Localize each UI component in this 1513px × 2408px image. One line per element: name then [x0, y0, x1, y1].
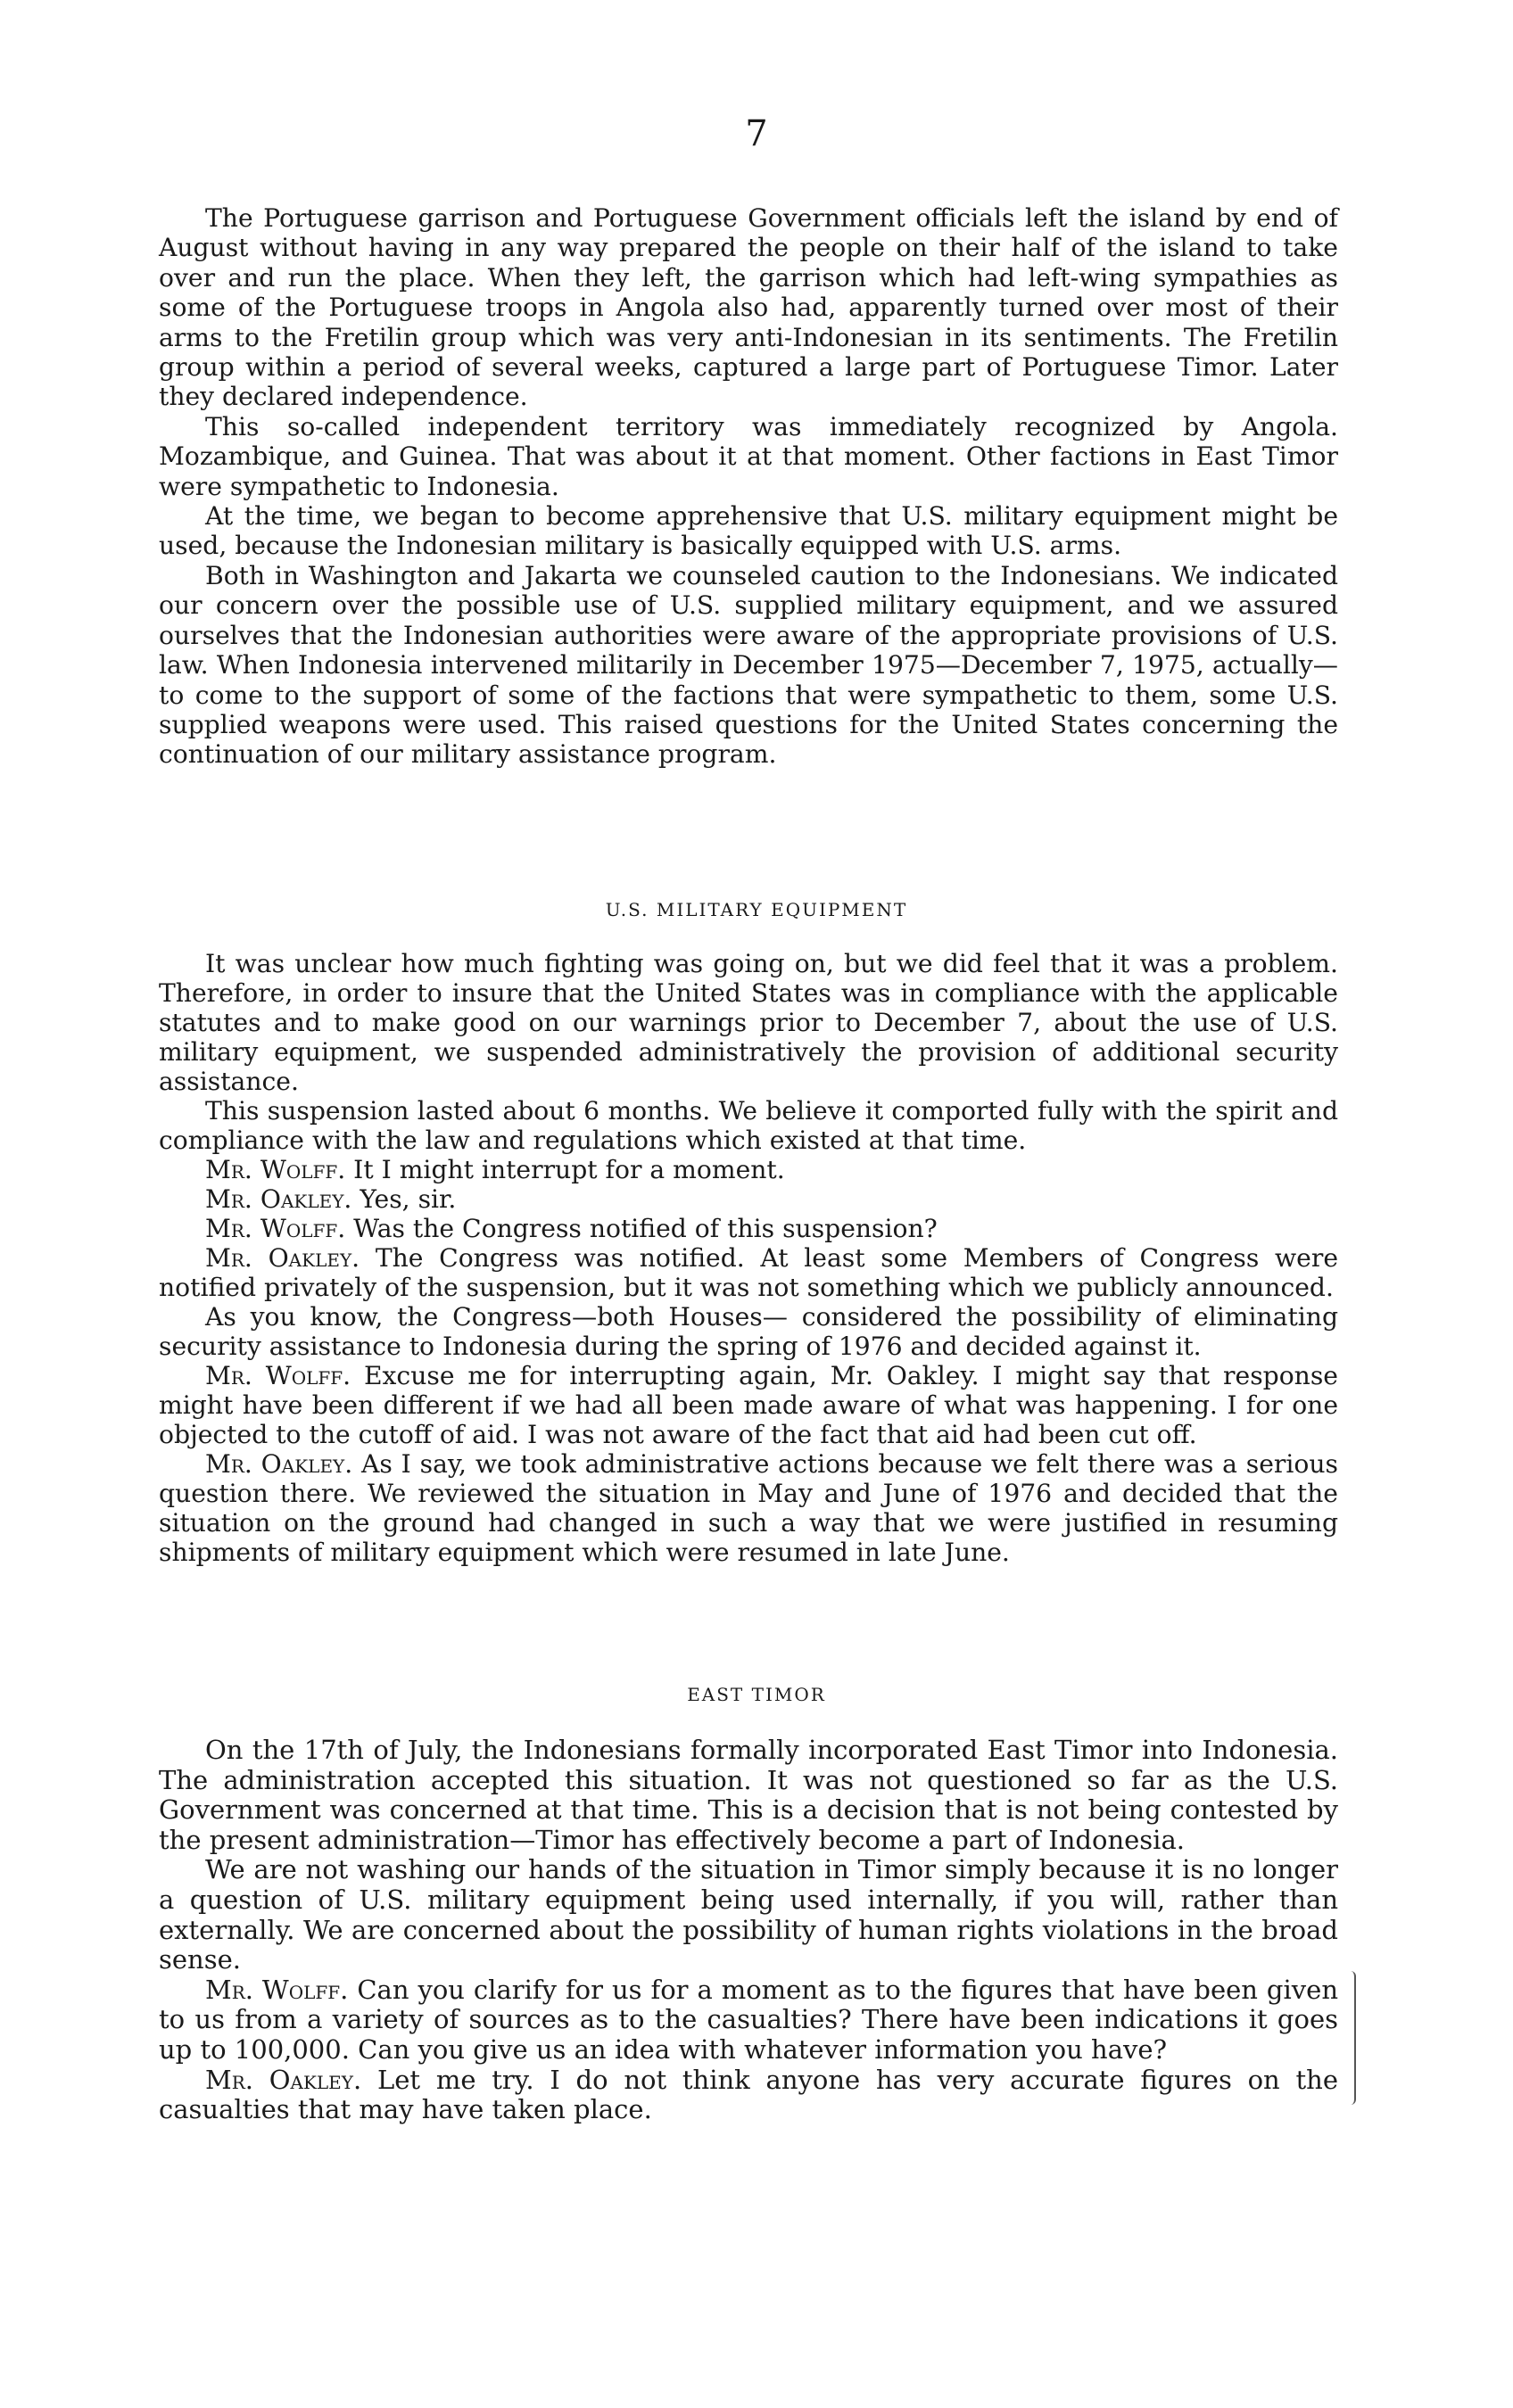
speaker-name: Mr. Oakley. [205, 1449, 353, 1479]
paragraph: We are not washing our hands of the situation in Timor simply because it is no longer a question of U.S. military equipment being used internally, if you will, rather than externally. We are concerned about the possibility of human rights violations in the broad sense. [159, 1854, 1338, 1975]
paragraph: As you know, the Congress—both Houses— considered the possibility of eliminating security assistance to Indonesia during the spring of 1976 and decided against it. [159, 1302, 1338, 1361]
dialogue-text: Was the Congress notified of this suspension? [345, 1214, 938, 1243]
speaker-name: Mr. Wolff. [205, 1974, 349, 2005]
paragraph: It was unclear how much fighting was going on, but we did feel that it was a problem. Therefore, in order to insure that the United States was in compliance with the applicable statutes and to make good on our warnings prior to December 7, about the use of U.S. military equipment, we suspended administratively the provision of additional security assistance. [159, 949, 1338, 1096]
section-intro [159, 203, 1338, 770]
speaker-name: Mr. Oakley. [205, 2064, 362, 2095]
speaker-name: Mr. Wolff. [205, 1214, 346, 1243]
dialogue-text: Excuse me for interrupting again, Mr. Oakley. I might say that response might have been different if we had all been made aware of what was happening. I for one objected to the cutoff of aid. I was not aware of the fact that aid had been cut off. [159, 1361, 1338, 1449]
dialogue-paragraph [159, 1449, 1338, 1567]
dialogue-paragraph [159, 1155, 1338, 1184]
dialogue-text: Yes, sir. [351, 1184, 457, 1214]
section-heading-military-equipment: U.S. MILITARY EQUIPMENT [605, 899, 908, 920]
dialogue-text: It I might interrupt for a moment. [345, 1155, 785, 1184]
speaker-name: Mr. Wolff. [205, 1361, 351, 1390]
dialogue-paragraph [159, 1214, 1338, 1243]
paragraph: This so-called independent territory was immediately recognized by Angola. Mozambique, and Guinea. That was about it at that moment. Other factions in East Timor were sympathetic to Indonesia. [159, 411, 1338, 501]
speaker-name: Mr. Wolff. [205, 1155, 346, 1184]
dialogue-text: Can you clarify for us for a moment as to the figures that have been given to us from a variety of sources as to the casualties? There have been indications it goes up to 100,000. Can you give us an idea with whatever information you have? [159, 1974, 1338, 2065]
dialogue-paragraph [159, 1361, 1338, 1449]
speaker-name: Mr. Oakley. [205, 1184, 352, 1214]
margin-bracket-mark [1345, 1971, 1356, 2105]
paragraph: The Portuguese garrison and Portuguese Government officials left the island by end of August without having in any way prepared the people on their half of the island to take over and run the place. When they left, the garrison which had left-wing sympathies as some of the Portuguese troops in Angola also had, apparently turned over most of their arms to the Fretilin group which was very anti-Indonesian in its sentiments. The Fretilin group within a period of several weeks, captured a large part of Portuguese Timor. Later they declared independence. [159, 203, 1338, 412]
section-heading-east-timor: EAST TIMOR [687, 1684, 826, 1705]
section-east-timor [159, 1736, 1338, 2125]
speaker-name: Mr. Oakley. [205, 1243, 360, 1273]
dialogue-paragraph [159, 1975, 1338, 2066]
page-number: 7 [745, 113, 768, 154]
paragraph: This suspension lasted about 6 months. We believe it comported fully with the spirit and compliance with the law and regulations which existed at that time. [159, 1096, 1338, 1155]
paragraph: Both in Washington and Jakarta we counseled caution to the Indonesians. We indicated our concern over the possible use of U.S. supplied military equipment, and we assured ourselves that the Indonesian authorities were aware of the appropriate provisions of U.S. law. When Indonesia intervened militarily in December 1975—December 7, 1975, actually—to come to the support of some of the factions that were sympathetic to them, some U.S. supplied weapons were used. This raised questions for the United States concerning the continuation of our military assistance program. [159, 560, 1338, 770]
dialogue-paragraph [159, 1243, 1338, 1302]
dialogue-text: Let me try. I do not think anyone has very accurate figures on the casualties that may have taken place. [159, 2064, 1339, 2125]
paragraph: At the time, we began to become apprehensive that U.S. military equipment might be used, because the Indonesian military is basically equipped with U.S. arms. [159, 501, 1338, 561]
dialogue-text: As I say, we took administrative actions because we felt there was a serious question there. We reviewed the situation in May and June of 1976 and decided that the situation on the ground had changed in such a way that we were justified in resuming shipments of military equipment which were resumed in late June. [159, 1449, 1338, 1567]
dialogue-paragraph [159, 2066, 1338, 2125]
dialogue-paragraph [159, 1184, 1338, 1214]
paragraph: On the 17th of July, the Indonesians formally incorporated East Timor into Indonesia. The administration accepted this situation. It was not questioned so far as the U.S. Government was concerned at that time. This is a decision that is not being contested by the present administration—Timor has effectively become a part of Indonesia. [159, 1735, 1338, 1855]
section-military-equipment [159, 949, 1338, 1567]
dialogue-text: The Congress was notified. At least some Members of Congress were notified privately of the suspension, but it was not something which we publicly announced. [159, 1243, 1338, 1302]
